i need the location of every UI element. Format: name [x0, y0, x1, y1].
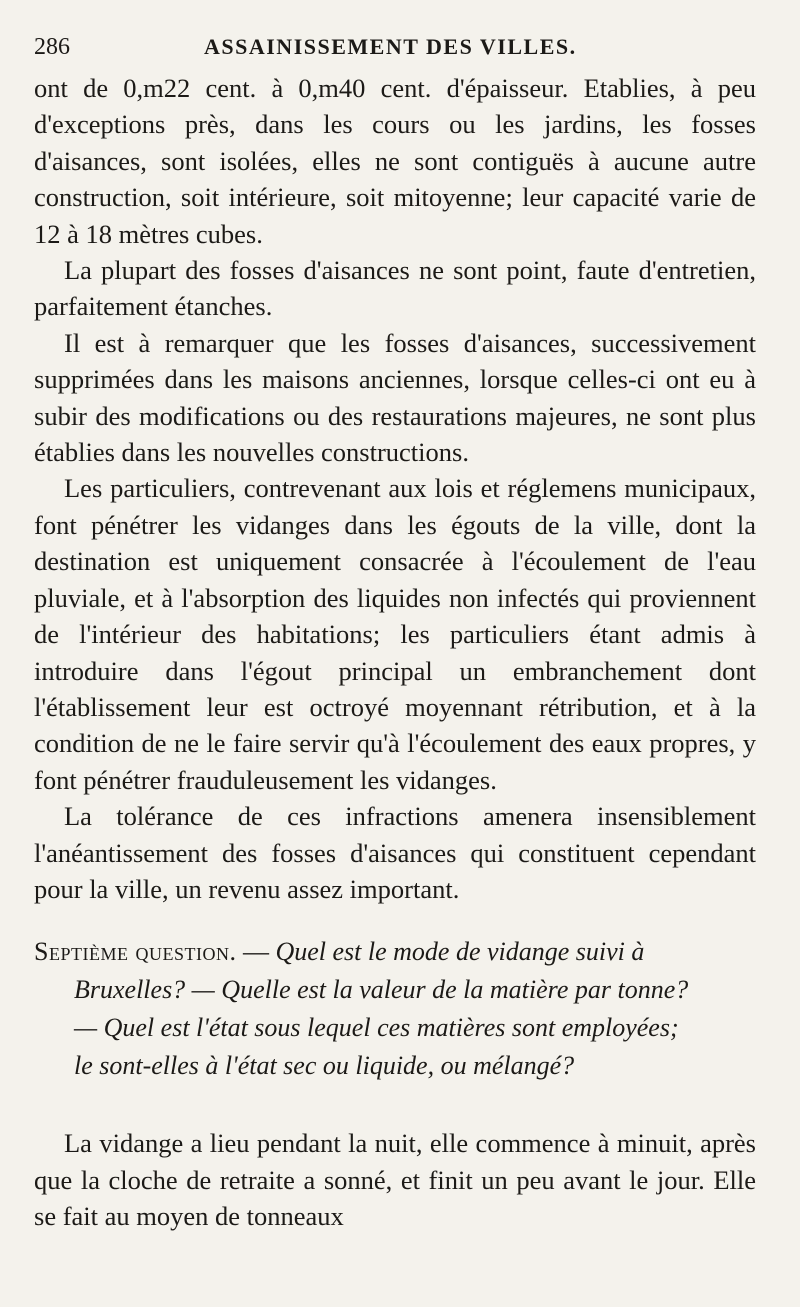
- question-line-1: [34, 937, 644, 966]
- paragraph-5: La tolérance de ces infractions amenera insensiblement l'anéantissement des fosses d'aisances qui constituent cependant pour la ville, un revenu assez important.: [34, 801, 756, 904]
- body-text: [34, 70, 756, 907]
- page-number: 286: [34, 34, 70, 60]
- paragraph-3: Il est à remarquer que les fosses d'aisances, successivement supprimées dans les maisons anciennes, lorsque celles-ci ont eu à subir des modifications ou des restaurations majeures, ne sont plus établies dans les nouvelles constructions.: [34, 327, 756, 468]
- question-text-1: Quel est le mode de vidange suivi à: [275, 937, 645, 967]
- question-dash: —: [242, 937, 269, 967]
- paragraph-1: ont de 0,m22 cent. à 0,m40 cent. d'épaisseur. Etablies, à peu d'exceptions près, dans les cours ou les jardins, les fosses d'aisances, sont isolées, elles ne sont contiguës à aucune autre construction, soit intérieure, soit mitoyenne; leur capacité varie de 12 à 18 mètres cubes.: [34, 73, 756, 249]
- question-line-2: Bruxelles? — Quelle est la valeur de la matière par tonne?: [74, 975, 689, 1005]
- question-line-3: — Quel est l'état sous lequel ces matières sont employées;: [74, 1013, 679, 1043]
- running-title: ASSAINISSEMENT DES VILLES.: [204, 34, 577, 59]
- running-head: [34, 34, 756, 70]
- question-line-4: le sont-elles à l'état sec ou liquide, ou mélangé?: [74, 1051, 575, 1081]
- question-block: [34, 933, 756, 1085]
- closing-paragraph: La vidange a lieu pendant la nuit, elle commence à minuit, après que la cloche de retraite a sonné, et finit un peu avant le jour. Elle se fait au moyen de tonneaux: [34, 1128, 756, 1232]
- closing-text: [34, 1125, 756, 1234]
- paragraph-2: La plupart des fosses d'aisances ne sont point, faute d'entretien, parfaitement étanches.: [34, 255, 756, 322]
- paragraph-4: Les particuliers, contrevenant aux lois et réglemens municipaux, font pénétrer les vidanges dans les égouts de la ville, dont la destination est uniquement consacrée à l'écoulement de l'eau pluviale, et à l'absorption des liquides non infectés qui proviennent de l'intérieur des habitations; les particuliers étant admis à introduire dans l'égout principal un embranchement dont l'établissement leur est octroyé moyennant rétribution, et à la condition de ne le faire servir qu'à l'écoulement des eaux propres, y font pénétrer frauduleusement les vidanges.: [34, 473, 756, 795]
- question-heading: Septième question.: [34, 937, 237, 967]
